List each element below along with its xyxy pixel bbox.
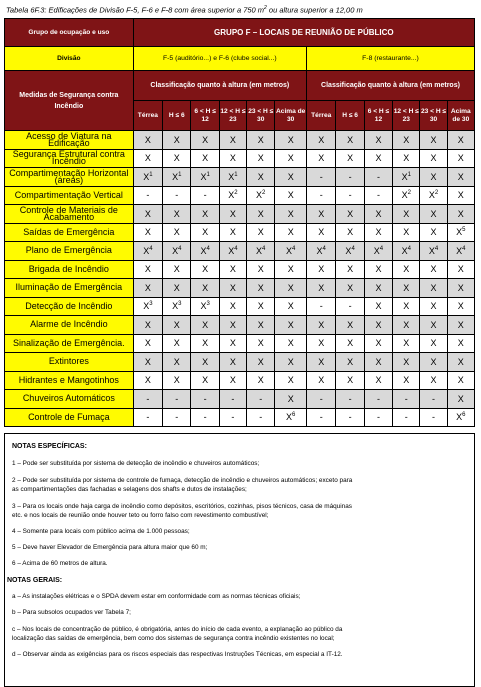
requirement-cell: X	[191, 260, 219, 279]
row-label: Saídas de Emergência	[5, 223, 134, 242]
requirement-cell: $X^1$	[191, 168, 219, 187]
requirement-cell: X	[364, 260, 392, 279]
requirement-cell: X	[275, 168, 307, 187]
requirement-cell: X	[336, 334, 364, 353]
requirement-cell: X	[307, 371, 336, 390]
requirement-cell: X	[447, 371, 474, 390]
requirement-cell: X	[163, 223, 191, 242]
requirement-cell: X	[307, 316, 336, 335]
requirements-table	[4, 18, 475, 427]
row-label: Controle de Materiais de Acabamento	[5, 205, 134, 224]
requirement-cell: X	[420, 334, 447, 353]
requirement-cell: X	[247, 279, 275, 298]
requirement-cell: X	[191, 149, 219, 168]
requirement-cell: X	[393, 279, 420, 298]
requirement-cell: X	[247, 260, 275, 279]
height-header: H ≤ 6	[336, 101, 364, 131]
requirement-cell: X	[420, 297, 447, 316]
notes-esp-title: NOTAS ESPECÍFICAS:	[12, 443, 87, 450]
requirement-cell: $X^1$	[219, 168, 246, 187]
requirement-cell: $X^3$	[133, 297, 162, 316]
requirement-cell: X	[420, 371, 447, 390]
requirement-cell: $X^4$	[163, 242, 191, 261]
requirement-cell: X	[393, 260, 420, 279]
requirement-cell: X	[247, 371, 275, 390]
requirement-cell: X	[447, 390, 474, 409]
requirement-cell: $X^5$	[447, 223, 474, 242]
height-header: 6 < H ≤ 12	[364, 101, 392, 131]
requirement-cell: X	[336, 353, 364, 372]
requirement-cell: X	[364, 316, 392, 335]
requirement-cell: X	[447, 297, 474, 316]
requirement-cell: -	[133, 390, 162, 409]
requirement-cell: X	[393, 371, 420, 390]
requirement-cell: X	[393, 131, 420, 150]
requirement-cell: -	[336, 297, 364, 316]
table-row	[5, 186, 475, 205]
row-label: Chuveiros Automáticos	[5, 390, 134, 409]
table-row	[5, 371, 475, 390]
row-label: Brigada de Incêndio	[5, 260, 134, 279]
requirement-cell: -	[393, 408, 420, 427]
requirement-cell: -	[420, 408, 447, 427]
table-row	[5, 223, 475, 242]
requirement-cell: X	[336, 131, 364, 150]
requirement-cell: X	[163, 149, 191, 168]
requirement-cell: X	[336, 279, 364, 298]
requirement-cell: $X^4$	[275, 242, 307, 261]
requirement-cell: -	[133, 408, 162, 427]
requirement-cell: X	[336, 316, 364, 335]
height-header: 12 < H ≤ 23	[219, 101, 246, 131]
requirement-cell: $X^4$	[133, 242, 162, 261]
requirement-cell: X	[247, 149, 275, 168]
division-f8: F-8 (restaurante...)	[307, 47, 475, 71]
requirement-cell: X	[336, 371, 364, 390]
requirement-cell: X	[219, 334, 246, 353]
requirement-cell: X	[247, 334, 275, 353]
requirement-cell: -	[336, 168, 364, 187]
requirement-cell: X	[275, 223, 307, 242]
requirement-cell: X	[133, 131, 162, 150]
requirement-cell: $X^1$	[133, 168, 162, 187]
requirement-cell: -	[307, 390, 336, 409]
requirement-cell: -	[133, 186, 162, 205]
note-3b: etc. e nos locais de reunião onde houver teto ou forro falso com revestimento combustível;	[12, 512, 269, 519]
row-label: Compartimentação Horizontal (áreas)	[5, 168, 134, 187]
requirement-cell: X	[336, 205, 364, 224]
requirement-cell: -	[163, 408, 191, 427]
height-header: H ≤ 6	[163, 101, 191, 131]
requirement-cell: X	[420, 316, 447, 335]
requirement-cell: X	[393, 149, 420, 168]
note-1: 1 – Pode ser substituída por sistema de detecção de incêndio e chuveiros automáticos;	[12, 460, 260, 467]
requirement-cell: X	[191, 334, 219, 353]
requirement-cell: X	[191, 371, 219, 390]
requirement-cell: -	[364, 186, 392, 205]
requirement-cell: -	[163, 186, 191, 205]
requirement-cell: X	[364, 334, 392, 353]
height-header: 12 < H ≤ 23	[393, 101, 420, 131]
table-row	[5, 168, 475, 187]
requirement-cell: -	[336, 390, 364, 409]
requirement-cell: X	[247, 205, 275, 224]
requirement-cell: X	[420, 205, 447, 224]
height-header: Térrea	[307, 101, 336, 131]
table-row	[5, 279, 475, 298]
note-6: 6 – Acima de 60 metros de altura.	[12, 560, 108, 567]
requirement-cell: X	[219, 149, 246, 168]
requirement-cell: X	[133, 279, 162, 298]
table-row	[5, 260, 475, 279]
requirement-cell: X	[364, 279, 392, 298]
requirement-cell: $X^4$	[219, 242, 246, 261]
requirement-cell: -	[191, 408, 219, 427]
requirement-cell: -	[247, 408, 275, 427]
requirement-cell: -	[364, 390, 392, 409]
row-label: Controle de Fumaça	[5, 408, 134, 427]
requirement-cell: X	[219, 205, 246, 224]
requirement-cell: X	[219, 223, 246, 242]
division-f5-f6: F-5 (auditório...) e F-6 (clube social...)	[133, 47, 306, 71]
requirement-cell: X	[133, 371, 162, 390]
requirement-cell: X	[393, 353, 420, 372]
requirement-cell: -	[336, 408, 364, 427]
requirement-cell: X	[393, 297, 420, 316]
requirement-cell: X	[219, 279, 246, 298]
requirement-cell: -	[364, 408, 392, 427]
row-label: Hidrantes e Mangotinhos	[5, 371, 134, 390]
requirement-cell: X	[133, 149, 162, 168]
height-header: Acima de 30	[275, 101, 307, 131]
note-c1: c – Nos locais de concentração de público, é obrigatória, antes do início de cada evento, a explanação ao público da	[12, 626, 343, 633]
table-row	[5, 297, 475, 316]
requirement-cell: -	[219, 408, 246, 427]
requirement-cell: X	[364, 297, 392, 316]
requirement-cell: $X^4$	[247, 242, 275, 261]
requirement-cell: X	[336, 149, 364, 168]
requirement-cell: X	[420, 353, 447, 372]
requirement-cell: X	[275, 316, 307, 335]
requirement-cell: -	[420, 390, 447, 409]
requirement-cell: X	[393, 205, 420, 224]
requirement-cell: X	[275, 205, 307, 224]
requirement-cell: X	[191, 131, 219, 150]
row-label: Compartimentação Vertical	[5, 186, 134, 205]
requirement-cell: X	[420, 279, 447, 298]
height-header: 6 < H ≤ 12	[191, 101, 219, 131]
requirement-cell: $X^4$	[447, 242, 474, 261]
requirement-cell: X	[364, 149, 392, 168]
requirement-cell: -	[393, 390, 420, 409]
requirement-cell: X	[364, 371, 392, 390]
divisao-label: Divisão	[5, 47, 134, 71]
requirement-cell: X	[275, 353, 307, 372]
row-label: Iluminação de Emergência	[5, 279, 134, 298]
notes-ger-title: NOTAS GERAIS:	[7, 577, 63, 584]
requirement-cell: X	[133, 353, 162, 372]
requirement-cell: X	[247, 168, 275, 187]
requirement-cell: X	[133, 223, 162, 242]
note-d: d – Observar ainda as exigências para os riscos especiais das respectivas Instruções Técnicas, em especial a IT-12.	[12, 651, 343, 658]
requirement-cell: X	[275, 279, 307, 298]
requirement-cell: X	[275, 371, 307, 390]
notes-box	[4, 433, 475, 687]
requirement-cell: X	[307, 334, 336, 353]
table-row	[5, 334, 475, 353]
table-row	[5, 205, 475, 224]
requirement-cell: X	[219, 131, 246, 150]
requirement-cell: X	[163, 353, 191, 372]
requirement-cell: X	[191, 353, 219, 372]
requirement-cell: -	[191, 390, 219, 409]
requirement-cell: X	[447, 186, 474, 205]
requirement-cell: X	[307, 260, 336, 279]
requirement-cell: X	[447, 260, 474, 279]
requirement-cell: $X^6$	[275, 408, 307, 427]
note-2a: 2 – Pode ser substituída por sistema de controle de fumaça, detecção de incêndio e chuveiros automáticos; exceto para	[12, 477, 353, 484]
row-label: Plano de Emergência	[5, 242, 134, 261]
requirement-cell: $X^4$	[393, 242, 420, 261]
requirement-cell: X	[247, 223, 275, 242]
requirement-cell: $X^4$	[336, 242, 364, 261]
height-header: Acima de 30	[447, 101, 474, 131]
note-4: 4 – Somente para locais com público acima de 1.000 pessoas;	[12, 528, 190, 535]
requirement-cell: X	[133, 205, 162, 224]
row-label: Sinalização de Emergência.	[5, 334, 134, 353]
requirement-cell: -	[307, 186, 336, 205]
requirement-cell: X	[447, 168, 474, 187]
requirement-cell: X	[133, 334, 162, 353]
requirement-cell: $X^2$	[420, 186, 447, 205]
table-row	[5, 131, 475, 150]
requirement-cell: X	[307, 223, 336, 242]
requirement-cell: X	[247, 316, 275, 335]
requirement-cell: X	[219, 260, 246, 279]
requirement-cell: X	[307, 131, 336, 150]
requirement-cell: X	[307, 353, 336, 372]
requirement-cell: X	[420, 149, 447, 168]
requirement-cell: X	[191, 205, 219, 224]
requirement-cell: X	[219, 316, 246, 335]
height-header: 23 < H ≤ 30	[247, 101, 275, 131]
requirement-cell: X	[163, 205, 191, 224]
requirement-cell: -	[247, 390, 275, 409]
requirement-cell: X	[307, 279, 336, 298]
requirement-cell: $X^4$	[191, 242, 219, 261]
note-3a: 3 – Para os locais onde haja carga de incêndio como depósitos, escritórios, cozinhas, pisos técnicos, casa de máquinas	[12, 503, 352, 510]
requirement-cell: X	[163, 279, 191, 298]
requirement-cell: $X^3$	[163, 297, 191, 316]
note-a: a – As instalações elétricas e o SPDA devem estar em conformidade com as normas técnicas oficiais;	[12, 593, 301, 600]
requirement-cell: X	[447, 316, 474, 335]
requirement-cell: X	[219, 353, 246, 372]
grupo-label: Grupo de ocupação e uso	[5, 19, 134, 47]
requirement-cell: -	[307, 168, 336, 187]
requirement-cell: X	[163, 260, 191, 279]
requirement-cell: $X^6$	[447, 408, 474, 427]
requirement-cell: X	[275, 149, 307, 168]
medidas-label: Medidas de Segurança contra Incêndio	[5, 71, 134, 131]
requirement-cell: X	[393, 334, 420, 353]
requirement-cell: -	[307, 408, 336, 427]
requirement-cell: -	[219, 390, 246, 409]
requirement-cell: $X^2$	[247, 186, 275, 205]
requirement-cell: -	[307, 297, 336, 316]
requirement-cell: X	[219, 371, 246, 390]
table-row	[5, 316, 475, 335]
requirement-cell: X	[307, 149, 336, 168]
requirement-cell: X	[420, 260, 447, 279]
requirement-cell: X	[275, 260, 307, 279]
requirement-cell: X	[364, 353, 392, 372]
requirement-cell: X	[364, 223, 392, 242]
requirement-cell: $X^4$	[364, 242, 392, 261]
note-2b: as compartimentações das fachadas e selagens dos shafts e dutos de instalações;	[12, 486, 247, 493]
requirement-cell: X	[275, 131, 307, 150]
requirement-cell: $X^1$	[163, 168, 191, 187]
row-label: Alarme de Incêndio	[5, 316, 134, 335]
requirement-cell: X	[447, 334, 474, 353]
requirement-cell: X	[275, 186, 307, 205]
requirement-cell: $X^3$	[191, 297, 219, 316]
requirement-cell: X	[275, 297, 307, 316]
row-label: Detecção de Incêndio	[5, 297, 134, 316]
requirement-cell: X	[447, 279, 474, 298]
requirement-cell: X	[447, 131, 474, 150]
requirement-cell: X	[275, 334, 307, 353]
table-row	[5, 149, 475, 168]
requirement-cell: $X^1$	[393, 168, 420, 187]
requirement-cell: -	[191, 186, 219, 205]
requirement-cell: X	[163, 131, 191, 150]
requirement-cell: $X^4$	[307, 242, 336, 261]
class-label-a: Classificação quanto à altura (em metros)	[133, 71, 306, 101]
requirement-cell: X	[163, 371, 191, 390]
requirement-cell: X	[447, 353, 474, 372]
requirement-cell: $X^2$	[219, 186, 246, 205]
height-header: Térrea	[133, 101, 162, 131]
requirement-cell: X	[336, 260, 364, 279]
table-row	[5, 242, 475, 261]
requirement-cell: X	[275, 390, 307, 409]
table-row	[5, 353, 475, 372]
requirement-cell: X	[219, 297, 246, 316]
requirement-cell: X	[163, 334, 191, 353]
requirement-cell: X	[247, 131, 275, 150]
requirement-cell: X	[336, 223, 364, 242]
requirement-cell: X	[447, 149, 474, 168]
requirement-cell: $X^2$	[393, 186, 420, 205]
requirement-cell: -	[336, 186, 364, 205]
requirement-cell: X	[191, 316, 219, 335]
requirement-cell: X	[364, 205, 392, 224]
row-label: Extintores	[5, 353, 134, 372]
requirement-cell: X	[447, 205, 474, 224]
requirement-cell: $X^4$	[420, 242, 447, 261]
requirement-cell: X	[307, 205, 336, 224]
table-row	[5, 390, 475, 409]
requirement-cell: X	[247, 353, 275, 372]
requirement-cell: X	[420, 131, 447, 150]
row-label: Acesso de Viatura na Edificação	[5, 131, 134, 150]
height-header: 23 < H ≤ 30	[420, 101, 447, 131]
table-caption: Tabela 6F.3: Edificações de Divisão F-5, F-6 e F-8 com área superior a 750 $m^2$ ou altura superior a 12,00 m	[6, 5, 363, 15]
note-c2: localização das saídas de emergência, bem como dos sistemas de segurança contra incêndio existentes no local;	[12, 635, 335, 642]
requirement-cell: X	[163, 316, 191, 335]
requirement-cell: X	[133, 260, 162, 279]
requirement-cell: -	[364, 168, 392, 187]
requirement-cell: X	[191, 279, 219, 298]
note-b: b – Para subsolos ocupados ver Tabela 7;	[12, 609, 131, 616]
requirement-cell: X	[420, 168, 447, 187]
requirement-cell: X	[364, 131, 392, 150]
table-row	[5, 408, 475, 427]
requirement-cell: X	[247, 297, 275, 316]
row-label: Segurança Estrutural contra Incêndio	[5, 149, 134, 168]
note-5: 5 – Deve haver Elevador de Emergência para altura maior que 60 m;	[12, 544, 208, 551]
requirement-cell: X	[133, 316, 162, 335]
requirement-cell: X	[393, 316, 420, 335]
grupo-value: GRUPO F – LOCAIS DE REUNIÃO DE PÚBLICO	[133, 19, 474, 47]
requirement-cell: X	[191, 223, 219, 242]
requirement-cell: X	[393, 223, 420, 242]
class-label-b: Classificação quanto à altura (em metros)	[307, 71, 475, 101]
requirement-cell: X	[420, 223, 447, 242]
requirement-cell: -	[163, 390, 191, 409]
